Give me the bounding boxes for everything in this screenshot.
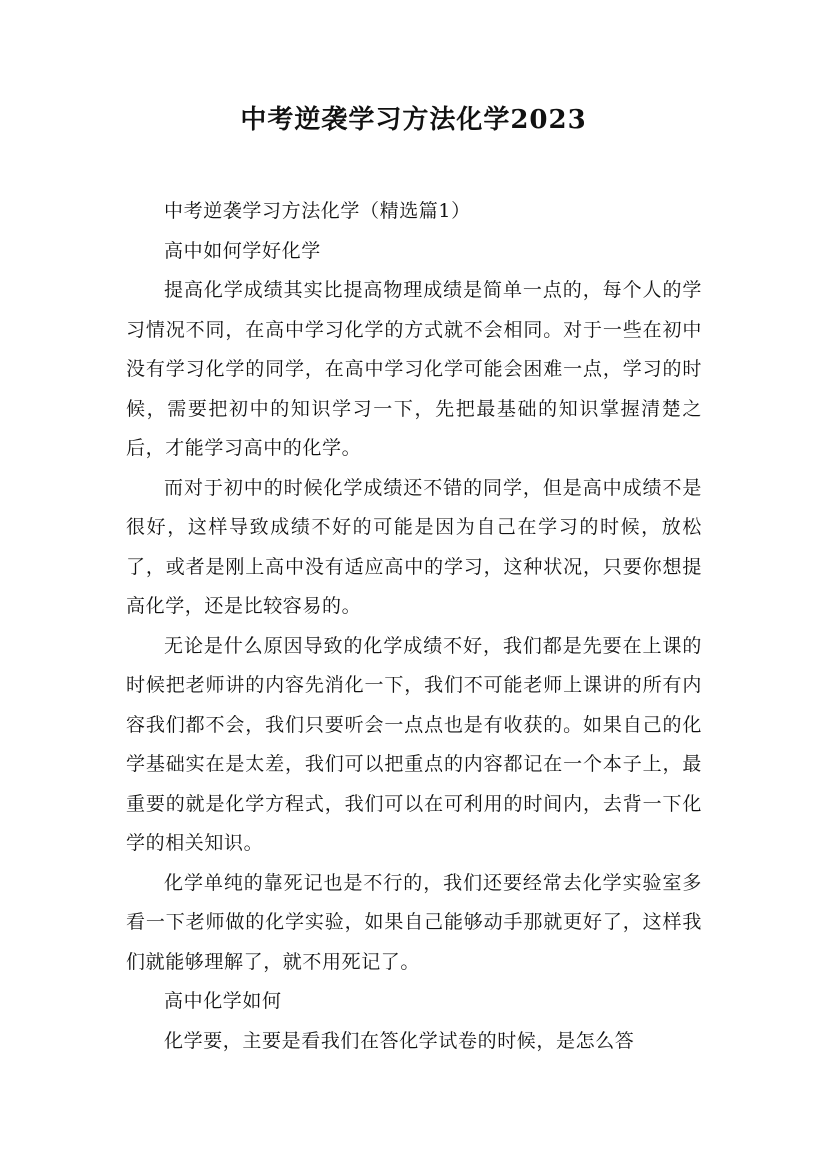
- document-body: [126, 192, 702, 1061]
- body-paragraph: 提高化学成绩其实比提高物理成绩是简单一点的，每个人的学习情况不同，在高中学习化学的方式就不会相同。对于一些在初中没有学习化学的同学，在高中学习化学可能会困难一点，学习的时候，需要把初中的知识学习一下，先把最基础的知识掌握清楚之后，才能学习高中的化学。: [126, 279, 702, 459]
- body-paragraph: 无论是什么原因导致的化学成绩不好，我们都是先要在上课的时候把老师讲的内容先消化一下，我们不可能老师上课讲的所有内容我们都不会，我们只要听会一点点也是有收获的。如果自己的化学基础实在是太差，我们可以把重点的内容都记在一个本子上，最重要的就是化学方程式，我们可以在可利用的时间内，去背一下化学的相关知识。: [126, 634, 702, 854]
- section-heading: 中考逆袭学习方法化学（精选篇1）: [164, 200, 471, 222]
- subsection-heading: 高中如何学好化学: [164, 239, 321, 262]
- body-paragraph: 化学要，主要是看我们在答化学试卷的时候，是怎么答: [164, 1029, 635, 1052]
- subsection-heading: 高中化学如何: [164, 990, 282, 1012]
- body-paragraph: 化学单纯的靠死记也是不行的，我们还要经常去化学实验室多看一下老师做的化学实验，如果自己能够动手那就更好了，这样我们就能够理解了，就不用死记了。: [126, 871, 702, 973]
- body-paragraph: 而对于初中的时候化学成绩还不错的同学，但是高中成绩不是很好，这样导致成绩不好的可能是因为自己在学习的时候，放松了，或者是刚上高中没有适应高中的学习，这种状况，只要你想提高化学，还是比较容易的。: [126, 476, 702, 617]
- document-title: 中考逆袭学习方法化学2023: [240, 105, 587, 135]
